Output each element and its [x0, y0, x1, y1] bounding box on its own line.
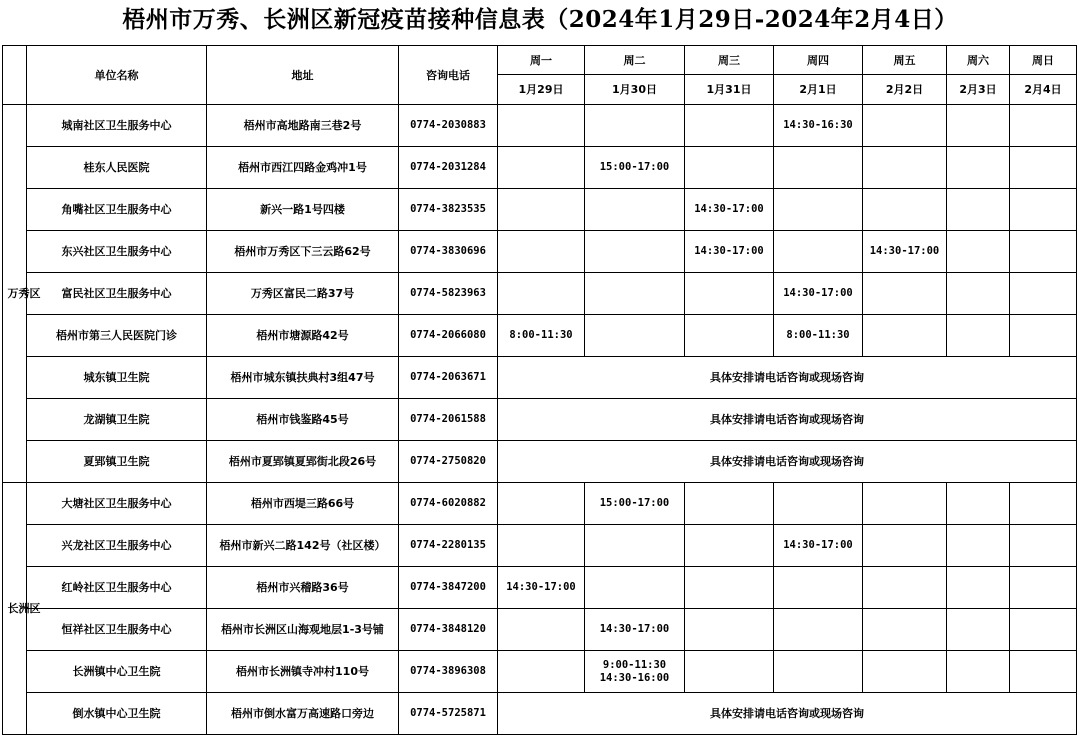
- header-date: 1月31日: [685, 75, 774, 105]
- table-row: [3, 483, 1077, 525]
- unit-name: 长洲镇中心卫生院: [27, 651, 207, 693]
- vaccination-schedule-table: [2, 45, 1077, 735]
- address: 梧州市高地路南三巷2号: [207, 105, 399, 147]
- slot-cell: [1010, 609, 1077, 651]
- table-row: [3, 567, 1077, 609]
- slot-cell: [947, 651, 1010, 693]
- slot-cell: [1010, 147, 1077, 189]
- slot-cell: [685, 651, 774, 693]
- table-row: [3, 525, 1077, 567]
- slot-cell: [498, 189, 585, 231]
- slot-cell: 14:30-17:00: [498, 567, 585, 609]
- table-row: [3, 651, 1077, 693]
- phone-number: 0774-3847200: [399, 567, 498, 609]
- address: 梧州市倒水富万高速路口旁边: [207, 693, 399, 735]
- phone-number: 0774-3848120: [399, 609, 498, 651]
- header-date: 2月2日: [863, 75, 947, 105]
- phone-number: 0774-3896308: [399, 651, 498, 693]
- unit-name: 兴龙社区卫生服务中心: [27, 525, 207, 567]
- header-weekday: 周六: [947, 46, 1010, 75]
- table-row: [3, 147, 1077, 189]
- slot-cell: [863, 609, 947, 651]
- slot-cell: [863, 105, 947, 147]
- unit-name: 富民社区卫生服务中心: [27, 273, 207, 315]
- header-phone: 咨询电话: [399, 46, 498, 105]
- header-weekday: 周日: [1010, 46, 1077, 75]
- slot-cell: [947, 315, 1010, 357]
- phone-number: 0774-2280135: [399, 525, 498, 567]
- page-title: 梧州市万秀、长洲区新冠疫苗接种信息表（2024年1月29日-2024年2月4日）: [122, 6, 958, 33]
- consult-note: 具体安排请电话咨询或现场咨询: [498, 693, 1077, 735]
- slot-cell: [947, 189, 1010, 231]
- slot-cell: [1010, 189, 1077, 231]
- slot-cell: [774, 651, 863, 693]
- slot-cell: [585, 231, 685, 273]
- slot-cell: [685, 525, 774, 567]
- slot-cell: [1010, 231, 1077, 273]
- slot-cell: 14:30-17:00: [863, 231, 947, 273]
- consult-note: 具体安排请电话咨询或现场咨询: [498, 357, 1077, 399]
- slot-cell: [585, 189, 685, 231]
- unit-name: 桂东人民医院: [27, 147, 207, 189]
- slot-cell: [774, 609, 863, 651]
- slot-cell: [685, 105, 774, 147]
- phone-number: 0774-3823535: [399, 189, 498, 231]
- slot-cell: [498, 147, 585, 189]
- address: 梧州市西江四路金鸡冲1号: [207, 147, 399, 189]
- phone-number: 0774-2750820: [399, 441, 498, 483]
- address: 梧州市新兴二路142号（社区楼）: [207, 525, 399, 567]
- address: 梧州市塘源路42号: [207, 315, 399, 357]
- address: 新兴一路1号四楼: [207, 189, 399, 231]
- slot-cell: [1010, 273, 1077, 315]
- slot-cell: [498, 525, 585, 567]
- table-row: [3, 441, 1077, 483]
- slot-cell: [685, 567, 774, 609]
- table-row: [3, 693, 1077, 735]
- slot-cell: [1010, 525, 1077, 567]
- address: 梧州市万秀区下三云路62号: [207, 231, 399, 273]
- slot-cell: 8:00-11:30: [498, 315, 585, 357]
- unit-name: 恒祥社区卫生服务中心: [27, 609, 207, 651]
- slot-cell: [1010, 483, 1077, 525]
- slot-cell: [685, 315, 774, 357]
- unit-name: 城东镇卫生院: [27, 357, 207, 399]
- slot-cell: [863, 189, 947, 231]
- slot-cell: [774, 483, 863, 525]
- slot-cell: 14:30-17:00: [685, 189, 774, 231]
- slot-cell: [1010, 105, 1077, 147]
- address: 梧州市钱鉴路45号: [207, 399, 399, 441]
- slot-cell: [1010, 567, 1077, 609]
- slot-cell: [947, 525, 1010, 567]
- slot-cell: 14:30-17:00: [774, 525, 863, 567]
- slot-line: 9:00-11:30: [602, 658, 667, 671]
- slot-cell: [947, 147, 1010, 189]
- slot-cell: [863, 483, 947, 525]
- unit-name: 夏郢镇卫生院: [27, 441, 207, 483]
- header-weekday: 周三: [685, 46, 774, 75]
- unit-name: 龙湖镇卫生院: [27, 399, 207, 441]
- address: 梧州市夏郢镇夏郢街北段26号: [207, 441, 399, 483]
- slot-cell: 14:30-17:00: [774, 273, 863, 315]
- phone-number: 0774-5823963: [399, 273, 498, 315]
- address: 梧州市长洲镇寺冲村110号: [207, 651, 399, 693]
- header-address: 地址: [207, 46, 399, 105]
- slot-cell: [863, 651, 947, 693]
- address: 万秀区富民二路37号: [207, 273, 399, 315]
- table-row: [3, 357, 1077, 399]
- header-unit-name: 单位名称: [27, 46, 207, 105]
- district-label-changzhou: 长洲区: [3, 483, 27, 735]
- slot-cell: [947, 567, 1010, 609]
- unit-name: 梧州市第三人民医院门诊: [27, 315, 207, 357]
- slot-cell: [585, 567, 685, 609]
- phone-number: 0774-6020882: [399, 483, 498, 525]
- phone-number: 0774-3830696: [399, 231, 498, 273]
- slot-cell: [863, 147, 947, 189]
- header-date: 2月4日: [1010, 75, 1077, 105]
- address: 梧州市兴稽路36号: [207, 567, 399, 609]
- slot-cell: [585, 105, 685, 147]
- consult-note: 具体安排请电话咨询或现场咨询: [498, 399, 1077, 441]
- slot-cell: [1010, 315, 1077, 357]
- slot-cell: [685, 609, 774, 651]
- slot-cell: [585, 273, 685, 315]
- slot-cell: [947, 273, 1010, 315]
- slot-cell: [947, 231, 1010, 273]
- slot-cell-multiline: [585, 651, 685, 693]
- slot-cell: 15:00-17:00: [585, 147, 685, 189]
- header-date: 2月3日: [947, 75, 1010, 105]
- table-row: [3, 231, 1077, 273]
- address: 梧州市西堤三路66号: [207, 483, 399, 525]
- header-district-cell: [3, 46, 27, 105]
- slot-cell: [947, 483, 1010, 525]
- slot-cell: [863, 273, 947, 315]
- slot-cell: [685, 147, 774, 189]
- header-weekday: 周二: [585, 46, 685, 75]
- slot-cell: [863, 567, 947, 609]
- unit-name: 红岭社区卫生服务中心: [27, 567, 207, 609]
- slot-cell: [947, 609, 1010, 651]
- district-label-wanxiu: 万秀区: [3, 105, 27, 483]
- consult-note: 具体安排请电话咨询或现场咨询: [498, 441, 1077, 483]
- phone-number: 0774-5725871: [399, 693, 498, 735]
- table-row: [3, 189, 1077, 231]
- address: 梧州市城东镇扶典村3组47号: [207, 357, 399, 399]
- slot-cell: [774, 189, 863, 231]
- slot-cell: 14:30-17:00: [585, 609, 685, 651]
- header-weekday: 周一: [498, 46, 585, 75]
- slot-cell: 8:00-11:30: [774, 315, 863, 357]
- header-date: 1月29日: [498, 75, 585, 105]
- header-row-weekdays: [3, 46, 1077, 75]
- slot-cell: [1010, 651, 1077, 693]
- phone-number: 0774-2066080: [399, 315, 498, 357]
- slot-cell: [498, 231, 585, 273]
- slot-cell: [498, 609, 585, 651]
- phone-number: 0774-2030883: [399, 105, 498, 147]
- unit-name: 城南社区卫生服务中心: [27, 105, 207, 147]
- address: 梧州市长洲区山海观地层1-3号铺: [207, 609, 399, 651]
- slot-cell: 15:00-17:00: [585, 483, 685, 525]
- header-date: 2月1日: [774, 75, 863, 105]
- unit-name: 大塘社区卫生服务中心: [27, 483, 207, 525]
- slot-cell: [498, 273, 585, 315]
- slot-cell: [774, 147, 863, 189]
- slot-cell: [498, 483, 585, 525]
- table-row: [3, 273, 1077, 315]
- header-date: 1月30日: [585, 75, 685, 105]
- phone-number: 0774-2061588: [399, 399, 498, 441]
- unit-name: 角嘴社区卫生服务中心: [27, 189, 207, 231]
- slot-cell: [585, 315, 685, 357]
- slot-cell: [774, 231, 863, 273]
- slot-cell: 14:30-16:30: [774, 105, 863, 147]
- slot-cell: [685, 483, 774, 525]
- slot-cell: [774, 567, 863, 609]
- table-row: [3, 315, 1077, 357]
- slot-line: 14:30-16:00: [599, 671, 670, 684]
- unit-name: 东兴社区卫生服务中心: [27, 231, 207, 273]
- phone-number: 0774-2031284: [399, 147, 498, 189]
- slot-cell: [947, 105, 1010, 147]
- slot-cell: [863, 525, 947, 567]
- slot-cell: [498, 105, 585, 147]
- slot-cell: [498, 651, 585, 693]
- slot-cell: [863, 315, 947, 357]
- unit-name: 倒水镇中心卫生院: [27, 693, 207, 735]
- table-row: [3, 399, 1077, 441]
- table-row: [3, 609, 1077, 651]
- slot-cell: 14:30-17:00: [685, 231, 774, 273]
- table-row: [3, 105, 1077, 147]
- header-weekday: 周四: [774, 46, 863, 75]
- header-weekday: 周五: [863, 46, 947, 75]
- slot-cell: [685, 273, 774, 315]
- slot-cell: [585, 525, 685, 567]
- phone-number: 0774-2063671: [399, 357, 498, 399]
